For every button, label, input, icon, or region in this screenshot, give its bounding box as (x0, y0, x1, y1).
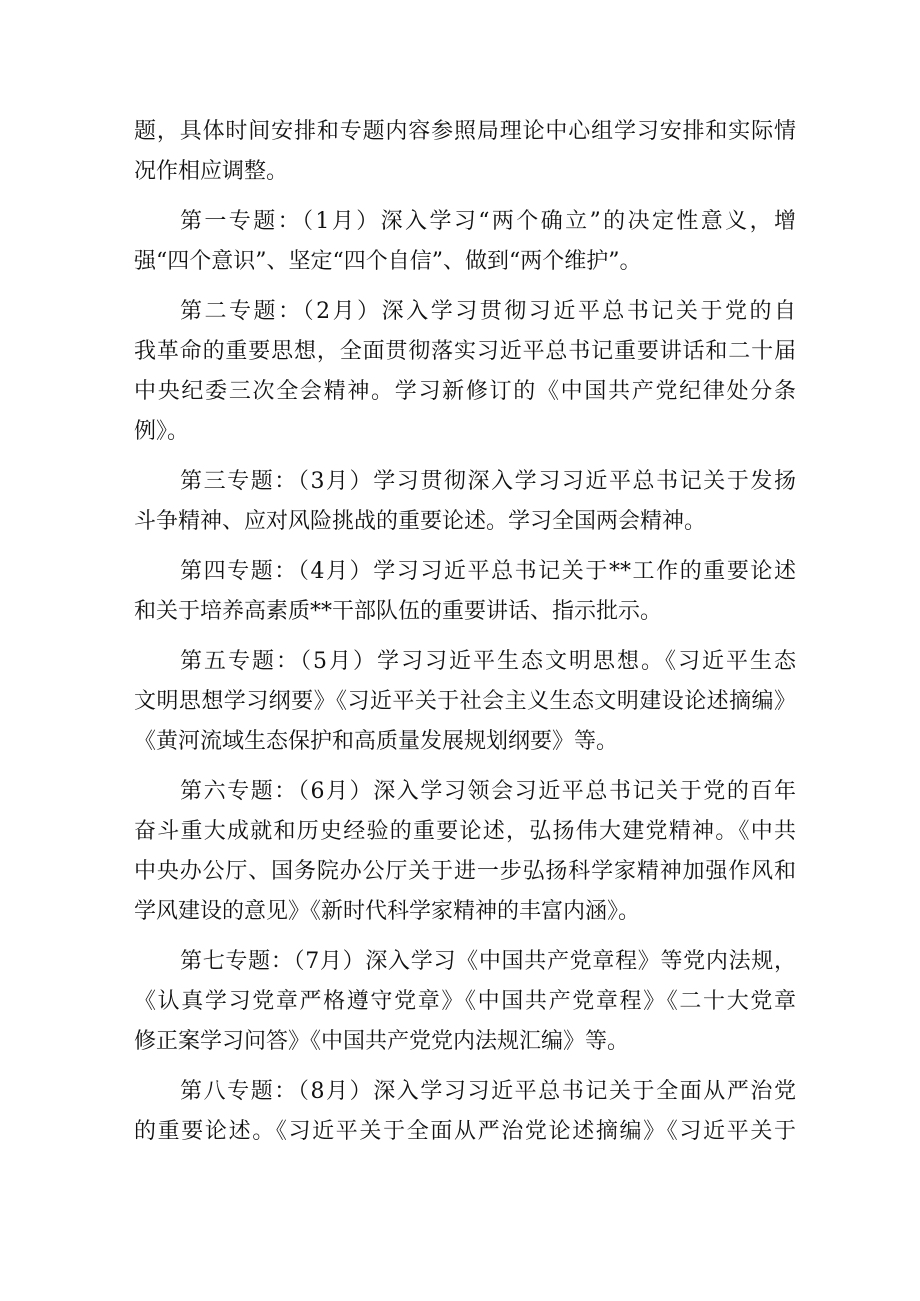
paragraph-topic-4: 第四专题：（4月）学习习近平总书记关于**工作的重要论述 (180, 559, 796, 584)
text-line: 况作相应调整。 (134, 159, 289, 184)
text-line: 和关于培养高素质**干部队伍的重要讲话、指示批示。 (134, 599, 663, 624)
paragraph-topic-5: 第五专题：（5月）学习习近平生态文明思想。《习近平生态 (180, 649, 796, 674)
text-line: 修正案学习问答》《中国共产党党内法规汇编》等。 (134, 1029, 630, 1054)
text-line: 《黄河流域生态保护和高质量发展规划纲要》等。 (134, 729, 619, 754)
paragraph-topic-1: 第一专题：（1月）深入学习“两个确立”的决定性意义，增 (180, 209, 796, 234)
paragraph-topic-6: 第六专题：（6月）深入学习领会习近平总书记关于党的百年 (180, 779, 796, 804)
paragraph-topic-3: 第三专题：（3月）学习贯彻深入学习习近平总书记关于发扬 (180, 469, 796, 494)
text-line: 文明思想学习纲要》《习近平关于社会主义生态文明建设论述摘编》 (134, 689, 796, 714)
text-line: 例》。 (134, 419, 190, 444)
text-line: 奋斗重大成就和历史经验的重要论述，弘扬伟大建党精神。《中共 (134, 819, 796, 844)
text-line: 《认真学习党章严格遵守党章》《中国共产党章程》《二十大党章 (134, 989, 796, 1014)
text-line: 中央办公厅、国务院办公厅关于进一步弘扬科学家精神加强作风和 (134, 859, 796, 884)
paragraph-topic-8: 第八专题：（8月）深入学习习近平总书记关于全面从严治党 (180, 1079, 796, 1104)
paragraph-topic-2: 第二专题：（2月）深入学习贯彻习近平总书记关于党的自 (180, 299, 796, 324)
paragraph-topic-7: 第七专题：（7月）深入学习《中国共产党章程》等党内法规， (180, 949, 796, 974)
text-line: 的重要论述。《习近平关于全面从严治党论述摘编》《习近平关于 (134, 1119, 796, 1144)
text-line: 学风建设的意见》《新时代科学家精神的丰富内涵》。 (134, 899, 641, 924)
text-line: 强“四个意识”、坚定“四个自信”、做到“两个维护”。 (134, 249, 642, 274)
text-line: 中央纪委三次全会精神。学习新修订的《中国共产党纪律处分条 (134, 379, 796, 404)
text-line: 斗争精神、应对风险挑战的重要论述。学习全国两会精神。 (134, 509, 707, 534)
text-line: 题，具体时间安排和专题内容参照局理论中心组学习安排和实际情 (134, 119, 796, 144)
text-line: 我革命的重要思想，全面贯彻落实习近平总书记重要讲话和二十届 (134, 339, 796, 364)
